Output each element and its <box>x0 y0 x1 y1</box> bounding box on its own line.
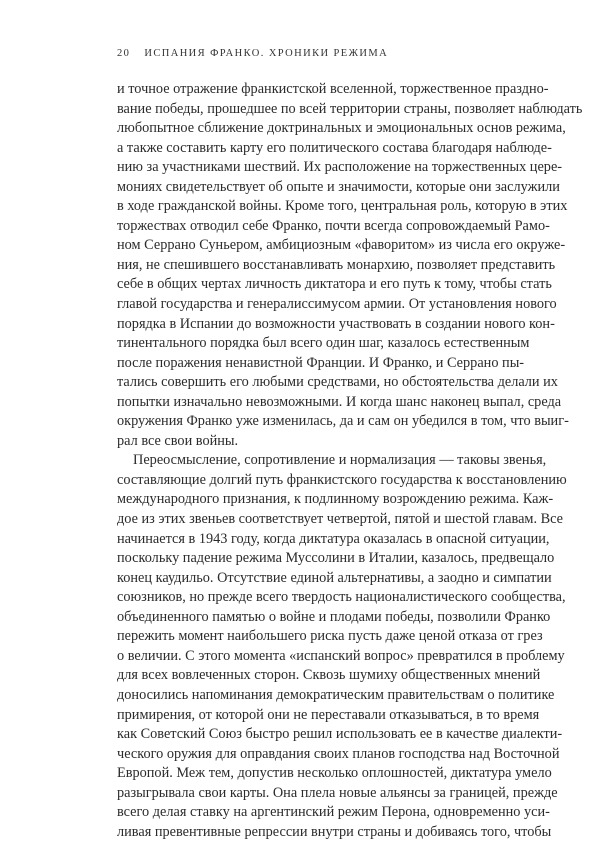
running-title: ИСПАНИЯ ФРАНКО. ХРОНИКИ РЕЖИМА <box>144 48 389 59</box>
text-line: союзников, но прежде всего твердость националистического сообщества, <box>117 589 566 606</box>
text-line: вание победы, прошедшее по всей территории страны, позволяет наблюдать <box>117 100 583 117</box>
text-line: дое из этих звеньев соответствует четвертой, пятой и шестой главам. Все <box>117 511 564 528</box>
text-line: как Советский Союз быстро решил использовать ее в качестве диалекти- <box>117 726 563 743</box>
text-line: в ходе гражданской войны. Кроме того, центральная роль, которую в этих <box>117 198 568 215</box>
text-line: а также составить карту его политического состава благодаря наблюде- <box>117 139 552 156</box>
text-line: тались совершить его любыми средствами, но обстоятельства делали их <box>117 374 558 391</box>
paragraph-1 <box>117 80 583 451</box>
text-line: торжествах отводил себе Франко, почти всегда сопровождаемый Рамо- <box>117 217 550 234</box>
paragraph-2 <box>117 451 567 842</box>
text-line: мониях свидетельствует об опыте и значимости, которые они заслужили <box>117 178 560 195</box>
page-number: 20 <box>117 48 131 59</box>
text-line: ливая превентивные репрессии внутри страны и добиваясь того, чтобы <box>117 823 552 840</box>
text-line: примирения, от которой они не переставали отказываться, в то время <box>117 706 540 723</box>
text-line: после поражения ненавистной Франции. И Франко, и Серрано пы- <box>117 354 525 371</box>
text-line: всего делая ставку на аргентинский режим Перона, одновременно уси- <box>117 804 550 821</box>
text-line: и точное отражение франкистской вселенной, торжественное праздно- <box>117 81 549 97</box>
text-line: порядка в Испании до возможности участвовать в создании нового кон- <box>117 315 555 332</box>
text-line: международного признания, к подлинному возрождению режима. Каж- <box>117 491 554 508</box>
text-line: конец каудильо. Отсутствие единой альтернативы, а заодно и симпатии <box>117 569 552 586</box>
text-line: о величии. С этого момента «испанский вопрос» превратился в проблему <box>117 647 565 664</box>
text-line: главой государства и генералиссимусом армии. От установления нового <box>117 296 557 313</box>
text-line: попытки изначально невозможными. И когда шанс наконец выпал, среда <box>117 393 562 410</box>
text-line: окружения Франко уже изменилась, да и сам он убедился в том, что выиг- <box>117 413 569 430</box>
text-line: тинентального порядка был всего один шаг, казалось естественным <box>117 335 530 352</box>
text-line: ном Серрано Суньером, амбициозным «фаворитом» из числа его окруже- <box>117 237 566 254</box>
running-header <box>117 48 388 59</box>
text-line: объединенного памятью о войне и плодами победы, позволили Франко <box>117 608 551 625</box>
text-line: рал все свои войны. <box>117 432 239 449</box>
text-line: доносились напоминания демократическим правительствам о политике <box>117 686 555 703</box>
text-line: себе в общих чертах личность диктатора и его путь к тому, чтобы стать <box>117 276 552 293</box>
text-line: поскольку падение режима Муссолини в Италии, казалось, предвещало <box>117 550 555 567</box>
text-line: разыгрывала свои карты. Она плела новые альянсы за границей, прежде <box>117 784 558 801</box>
text-line: начинается в 1943 году, когда диктатура оказалась в опасной ситуации, <box>117 530 550 547</box>
text-line: для всех вовлеченных сторон. Сквозь шумиху общественных мнений <box>117 667 541 684</box>
text-line: ческого оружия для оправдания своих планов господства над Восточной <box>117 745 560 762</box>
text-line: пережить момент наибольшего риска пусть даже ценой отказа от грез <box>117 628 543 645</box>
text-line: нию за участниками шествий. Их расположение на торжественных цере- <box>117 159 563 176</box>
text-line: ния, не спешившего восстанавливать монархию, позволяет представить <box>117 256 556 273</box>
text-line: Переосмысление, сопротивление и нормализация — таковы звенья, <box>133 452 547 469</box>
text-line: Европой. Меж тем, допустив несколько оплошностей, диктатура умело <box>117 765 552 782</box>
body-text <box>117 80 583 842</box>
text-line: любопытное сближение доктринальных и эмоциональных основ режима, <box>117 120 566 137</box>
text-line: составляющие долгий путь франкистского государства к восстановлению <box>117 471 567 488</box>
